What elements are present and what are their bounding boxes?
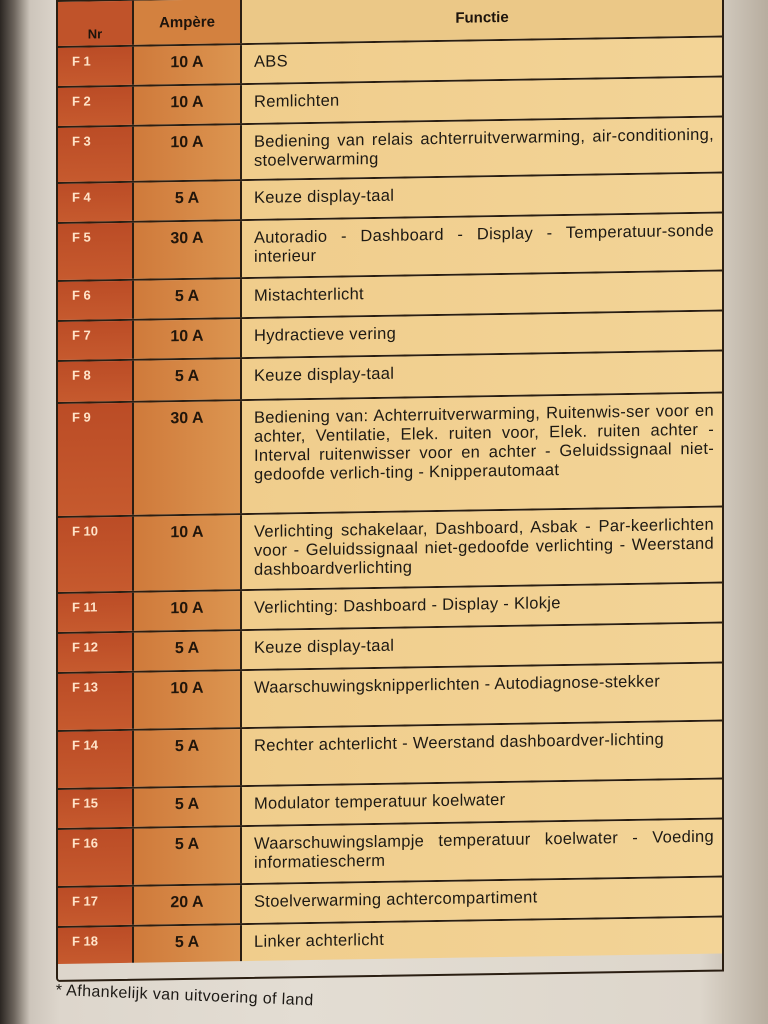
- fuse-number: F 14: [58, 731, 134, 788]
- header-ampere: Ampère: [134, 0, 242, 45]
- fuse-number: F 7: [58, 321, 134, 360]
- fuse-number: F 13: [58, 673, 134, 730]
- fuse-ampere: 30 A: [134, 221, 242, 279]
- fuse-function: Stoelverwarming achtercompartiment: [242, 878, 722, 924]
- fuse-number: F 8: [58, 361, 134, 402]
- table-row: [58, 394, 722, 518]
- fuse-number: F 10: [58, 517, 134, 592]
- fuse-ampere: 5 A: [134, 729, 242, 787]
- table-row: [58, 664, 722, 732]
- fuse-ampere: 10 A: [134, 515, 242, 591]
- fuse-ampere: 5 A: [134, 181, 242, 221]
- fuse-ampere: 5 A: [134, 359, 242, 401]
- header-functie: Functie: [242, 0, 722, 43]
- table-row: [58, 214, 722, 282]
- fuse-table: [56, 0, 724, 982]
- fuse-function: Linker achterlicht: [242, 918, 722, 962]
- fuse-number: F 17: [58, 887, 134, 926]
- fuse-number: F 12: [58, 633, 134, 672]
- fuse-function: Bediening van relais achterruitverwarming, air-conditioning, stoelverwarming: [242, 118, 722, 180]
- fuse-function: Keuze display-taal: [242, 174, 722, 220]
- fuse-ampere: 5 A: [134, 787, 242, 827]
- fuse-function: Mistachterlicht: [242, 272, 722, 318]
- fuse-function: Keuze display-taal: [242, 624, 722, 670]
- fuse-number: F 6: [58, 281, 134, 320]
- fuse-number: F 18: [58, 927, 134, 964]
- fuse-number: F 15: [58, 789, 134, 828]
- fuse-function: Verlichting: Dashboard - Display - Klokje: [242, 584, 722, 630]
- fuse-ampere: 10 A: [134, 591, 242, 631]
- table-row: [58, 722, 722, 790]
- fuse-function: Autoradio - Dashboard - Display - Temperatuur-sonde interieur: [242, 214, 722, 278]
- fuse-function: ABS: [242, 38, 722, 84]
- fuse-number: F 2: [58, 87, 134, 126]
- fuse-ampere: 5 A: [134, 631, 242, 671]
- fuse-number: F 9: [58, 403, 134, 516]
- fuse-number: F 1: [58, 47, 134, 86]
- fuse-function: Waarschuwingsknipperlichten - Autodiagnose-stekker: [242, 664, 722, 728]
- fuse-function: Rechter achterlicht - Weerstand dashboardver-lichting: [242, 722, 722, 786]
- footnote: * Afhankelijk van uitvoering of land: [55, 982, 314, 1010]
- fuse-ampere: 10 A: [134, 319, 242, 359]
- fuse-ampere: 5 A: [134, 279, 242, 319]
- fuse-number: F 5: [58, 223, 134, 280]
- fuse-function: Waarschuwingslampje temperatuur koelwater - Voeding informatiescherm: [242, 820, 722, 884]
- fuse-ampere: 30 A: [134, 401, 242, 515]
- fuse-ampere: 10 A: [134, 45, 242, 85]
- fuse-number: F 3: [58, 127, 134, 182]
- table-row: [58, 508, 722, 594]
- fuse-ampere: 5 A: [134, 827, 242, 885]
- fuse-function: Keuze display-taal: [242, 352, 722, 400]
- fuse-function: Modulator temperatuur koelwater: [242, 780, 722, 826]
- table-row: [58, 820, 722, 888]
- header-nr: Nr: [58, 1, 134, 46]
- fuse-function: Hydractieve vering: [242, 312, 722, 358]
- table-row: [58, 118, 722, 184]
- fuse-ampere: 10 A: [134, 85, 242, 125]
- fuse-ampere: 5 A: [134, 925, 242, 963]
- fuse-function: Verlichting schakelaar, Dashboard, Asbak - Par-keerlichten voor - Geluidssignaal niet-gedoofde verlichting - Weerstand dashboardverlichting: [242, 508, 722, 590]
- fuse-function: Bediening van: Achterruitverwarming, Ruitenwis-ser voor en achter, Ventilatie, Elek. ruiten voor, Elek. ruiten achter - Interval ruitenwisser voor en achter - Geluidssignaal niet-gedoofde verlich-ting - Knipperautomaat: [242, 394, 722, 514]
- fuse-number: F 16: [58, 829, 134, 886]
- fuse-ampere: 10 A: [134, 671, 242, 729]
- fuse-function: Remlichten: [242, 78, 722, 124]
- fuse-number: F 4: [58, 183, 134, 222]
- table-body: [58, 38, 722, 980]
- fuse-number: F 11: [58, 593, 134, 632]
- fuse-ampere: 20 A: [134, 885, 242, 925]
- fuse-ampere: 10 A: [134, 125, 242, 181]
